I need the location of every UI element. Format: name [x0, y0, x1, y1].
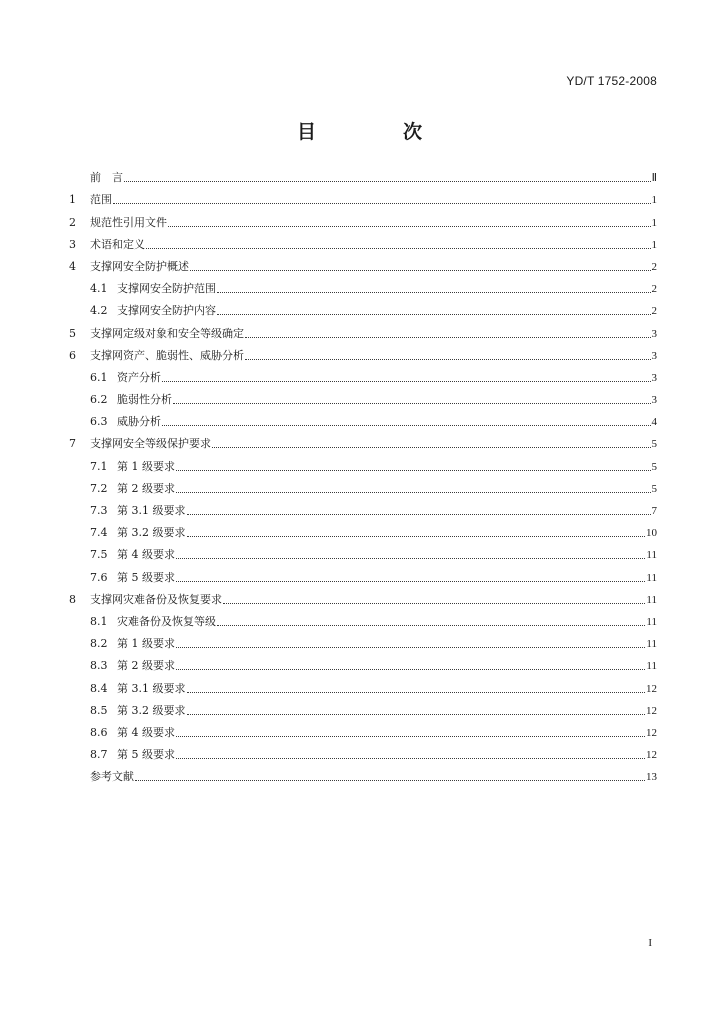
toc-entry-label: 第 5 级要求 [117, 748, 175, 762]
toc-entry-page: Ⅱ [651, 172, 657, 185]
toc-entry-number: 8.1 [90, 614, 108, 628]
toc-entry-number: 8 [69, 592, 76, 606]
toc-entry-page: 12 [646, 704, 657, 717]
toc-entry[interactable] [69, 407, 657, 429]
toc-entry-label: 前 言 [90, 171, 123, 185]
toc-entry-label: 资产分析 [117, 370, 161, 384]
toc-entry-label: 威胁分析 [117, 415, 161, 429]
toc-entry-page: 2 [651, 305, 657, 318]
toc-entry-number: 3 [69, 237, 76, 251]
toc-entry[interactable] [69, 651, 657, 673]
toc-entry-number: 7.1 [90, 459, 108, 473]
toc-entry[interactable] [69, 540, 657, 562]
toc-entry-number: 8.5 [90, 703, 108, 717]
toc-dot-leader [212, 447, 651, 448]
toc-entry-number: 7 [69, 437, 76, 451]
toc-entry[interactable] [69, 562, 657, 584]
toc-dot-leader [217, 292, 651, 293]
toc-entry-number: 5 [69, 326, 76, 340]
toc-entry[interactable] [69, 696, 657, 718]
toc-entry-page: 2 [651, 260, 657, 273]
toc-dot-leader [173, 403, 651, 404]
standard-code: YD/T 1752-2008 [566, 74, 657, 88]
toc-entry-label: 第 4 级要求 [117, 548, 175, 562]
toc-dot-leader [113, 203, 651, 204]
toc-entry-number: 2 [69, 215, 76, 229]
toc-entry-page: 5 [651, 482, 657, 495]
toc-entry-label: 第 1 级要求 [117, 637, 175, 651]
toc-entry-label: 第 3.1 级要求 [117, 504, 186, 517]
toc-entry-number: 4.2 [90, 304, 108, 318]
toc-dot-leader [124, 181, 651, 182]
toc-entry[interactable] [69, 518, 657, 540]
toc-entry-page: 1 [651, 238, 657, 251]
toc-dot-leader [176, 558, 645, 559]
toc-entry-number: 6 [69, 348, 76, 362]
toc-entry-number: 7.5 [90, 548, 108, 562]
toc-entry-page: 12 [646, 682, 657, 695]
toc-entry-label: 支撑网安全防护内容 [117, 304, 216, 318]
toc-entry[interactable] [69, 318, 657, 340]
toc-entry-page: 7 [651, 505, 657, 517]
toc-entry[interactable] [69, 207, 657, 229]
toc-entry[interactable] [69, 762, 657, 784]
toc-dot-leader [217, 314, 651, 315]
toc-dot-leader [135, 780, 645, 781]
toc-entry[interactable] [69, 185, 657, 207]
toc-entry[interactable] [69, 274, 657, 296]
toc-entry-number: 7.2 [90, 481, 108, 495]
toc-dot-leader [176, 736, 645, 737]
table-of-contents [69, 163, 657, 784]
toc-entry[interactable] [69, 718, 657, 740]
toc-entry-page: 4 [651, 416, 657, 429]
toc-entry[interactable] [69, 451, 657, 473]
toc-dot-leader [176, 669, 645, 670]
toc-entry[interactable] [69, 429, 657, 451]
toc-entry[interactable] [69, 585, 657, 607]
toc-dot-leader [176, 758, 645, 759]
toc-entry[interactable] [69, 252, 657, 274]
toc-dot-leader [217, 625, 645, 626]
toc-entry-page: 5 [651, 438, 657, 451]
toc-entry-number: 7.3 [90, 504, 108, 517]
toc-entry[interactable] [69, 163, 657, 185]
toc-dot-leader [190, 270, 651, 271]
page-number: I [648, 937, 652, 949]
toc-entry-label: 支撑网安全防护概述 [90, 259, 189, 273]
toc-dot-leader [146, 248, 651, 249]
toc-dot-leader [176, 581, 645, 582]
toc-entry-label: 支撑网灾难备份及恢复要求 [90, 592, 222, 606]
toc-entry[interactable] [69, 363, 657, 385]
toc-entry-label: 支撑网安全等级保护要求 [90, 437, 211, 451]
toc-entry[interactable] [69, 740, 657, 762]
toc-entry-number: 8.6 [90, 725, 108, 739]
toc-entry-label: 第 1 级要求 [117, 459, 175, 473]
toc-entry-label: 第 3.2 级要求 [117, 703, 186, 717]
toc-entry-page: 12 [646, 749, 657, 762]
toc-entry-label: 脆弱性分析 [117, 393, 172, 407]
toc-entry-label: 术语和定义 [90, 237, 145, 251]
toc-entry-page: 13 [646, 771, 657, 784]
toc-entry-page: 3 [651, 371, 657, 384]
toc-entry-number: 8.4 [90, 681, 108, 695]
toc-entry-page: 11 [646, 638, 657, 651]
toc-entry-label: 灾难备份及恢复等级 [117, 614, 216, 628]
toc-dot-leader [187, 714, 646, 715]
toc-entry[interactable] [69, 474, 657, 496]
toc-entry[interactable] [69, 230, 657, 252]
toc-entry-page: 11 [646, 549, 657, 562]
toc-entry-number: 6.2 [90, 393, 108, 407]
toc-entry[interactable] [69, 296, 657, 318]
toc-dot-leader [187, 692, 646, 693]
toc-dot-leader [176, 470, 651, 471]
toc-entry-label: 范围 [90, 193, 112, 207]
toc-entry[interactable] [69, 341, 657, 363]
toc-entry-label: 规范性引用文件 [90, 215, 167, 229]
toc-entry-page: 3 [651, 394, 657, 407]
toc-dot-leader [176, 492, 651, 493]
toc-entry-label: 参考文献 [90, 770, 134, 784]
toc-dot-leader [162, 425, 651, 426]
toc-entry-label: 第 2 级要求 [117, 481, 175, 495]
toc-entry-page: 12 [646, 726, 657, 739]
toc-entry-page: 2 [651, 283, 657, 296]
toc-entry-label: 第 3.1 级要求 [117, 681, 186, 695]
toc-entry-label: 支撑网资产、脆弱性、威胁分析 [90, 348, 244, 362]
toc-dot-leader [176, 647, 645, 648]
toc-entry[interactable] [69, 673, 657, 695]
toc-dot-leader [162, 381, 651, 382]
toc-entry-page: 3 [651, 327, 657, 340]
toc-dot-leader [187, 536, 646, 537]
toc-entry-number: 6.3 [90, 415, 108, 429]
toc-entry-page: 11 [646, 615, 657, 628]
toc-entry-page: 3 [651, 349, 657, 362]
toc-entry-page: 11 [646, 660, 657, 673]
toc-entry-page: 11 [646, 593, 657, 606]
toc-entry-number: 8.2 [90, 637, 108, 651]
toc-entry[interactable] [69, 385, 657, 407]
toc-entry[interactable] [69, 496, 657, 518]
toc-entry-label: 第 2 级要求 [117, 659, 175, 673]
toc-entry-number: 1 [69, 193, 76, 207]
toc-dot-leader [187, 514, 651, 515]
toc-entry-number: 4 [69, 259, 76, 273]
toc-dot-leader [245, 359, 651, 360]
toc-entry-number: 7.6 [90, 570, 108, 584]
toc-entry-page: 11 [646, 571, 657, 584]
toc-entry-number: 6.1 [90, 370, 108, 384]
page-title: 目 次 [296, 121, 456, 143]
toc-entry-number: 7.4 [90, 526, 108, 540]
toc-entry-number: 8.7 [90, 748, 108, 762]
toc-entry-number: 8.3 [90, 659, 108, 673]
toc-entry-page: 10 [646, 527, 657, 540]
toc-entry-page: 1 [651, 194, 657, 207]
toc-dot-leader [168, 226, 651, 227]
toc-entry-page: 1 [651, 216, 657, 229]
toc-entry-label: 第 3.2 级要求 [117, 526, 186, 540]
toc-entry[interactable] [69, 629, 657, 651]
toc-dot-leader [245, 337, 651, 338]
toc-entry-label: 支撑网安全防护范围 [117, 282, 216, 296]
toc-dot-leader [223, 603, 645, 604]
toc-entry-label: 第 4 级要求 [117, 725, 175, 739]
toc-entry[interactable] [69, 607, 657, 629]
toc-entry-page: 5 [651, 460, 657, 473]
toc-entry-number: 4.1 [90, 282, 108, 296]
toc-entry-label: 第 5 级要求 [117, 570, 175, 584]
toc-entry-label: 支撑网定级对象和安全等级确定 [90, 326, 244, 340]
